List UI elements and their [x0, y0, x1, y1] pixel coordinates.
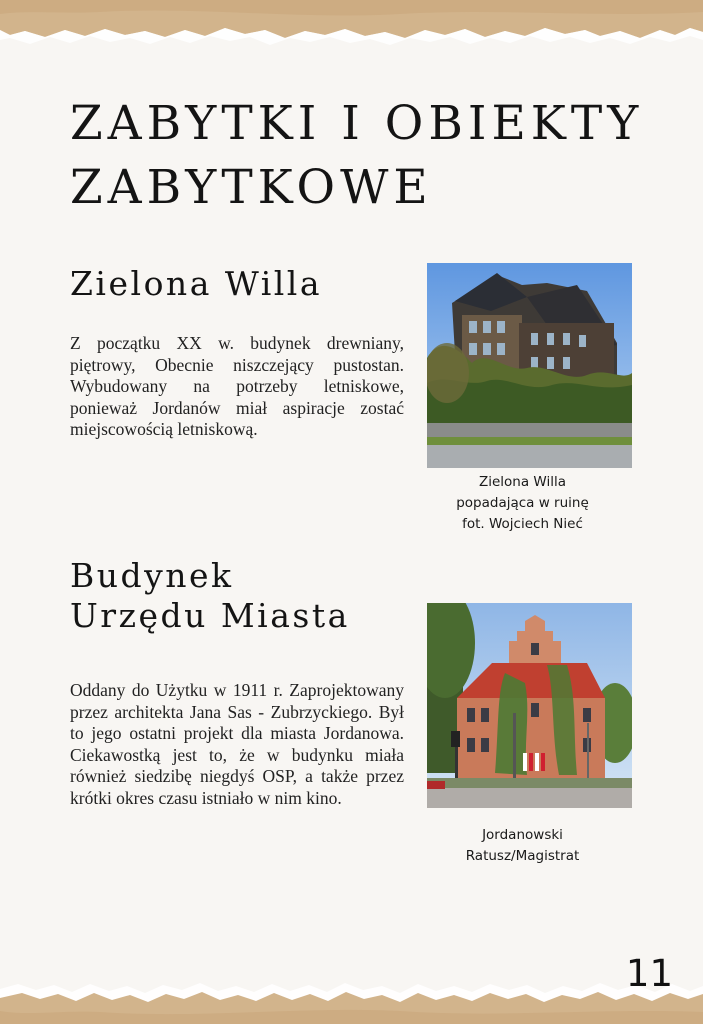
photo-zielona-willa [427, 263, 632, 468]
section-title-urzad-miasta [70, 556, 410, 636]
photo-caption-zielona-willa [420, 472, 625, 535]
section-title-line: Budynek [70, 556, 234, 595]
caption-line: popadająca w ruinę [456, 495, 589, 511]
caption-line: Ratusz/Magistrat [465, 848, 580, 864]
torn-paper-bottom-edge [0, 964, 703, 1024]
caption-line: fot. Wojciech Nieć [462, 516, 583, 532]
section-body-zielona-willa: Z początku XX w. budynek drewniany, piętrowy, Obecnie niszczejący pustostan. Wybudowany na potrzeby letniskowe, ponieważ Jordanów miał aspiracje zostać miejscowością letniskową. [70, 333, 404, 439]
section-title-line: Urzędu Miasta [70, 596, 350, 635]
page-title: ZABYTKI I OBIEKTY ZABYTKOWE [70, 96, 644, 215]
section-title-zielona-willa: Zielona Willa [70, 264, 323, 303]
section-body-urzad-miasta: Oddany do Użytku w 1911 r. Zaprojektowany przez architekta Jana Sas - Zubrzyckiego. Był to jego ostatni projekt dla miasta Jordanowa. Ciekawostką jest to, że w budynku miała również siedzibę niegdyś OSP, a także przez krótki okres czasu istniało w nim kino. [70, 680, 404, 808]
caption-line: Zielona Willa [478, 474, 566, 490]
torn-paper-top-edge [0, 0, 703, 60]
caption-line: Jordanowski [482, 827, 563, 843]
page-number: 11 [625, 952, 673, 995]
photo-jordanow-town-hall [427, 603, 632, 808]
photo-caption-urzad-miasta [420, 825, 625, 867]
